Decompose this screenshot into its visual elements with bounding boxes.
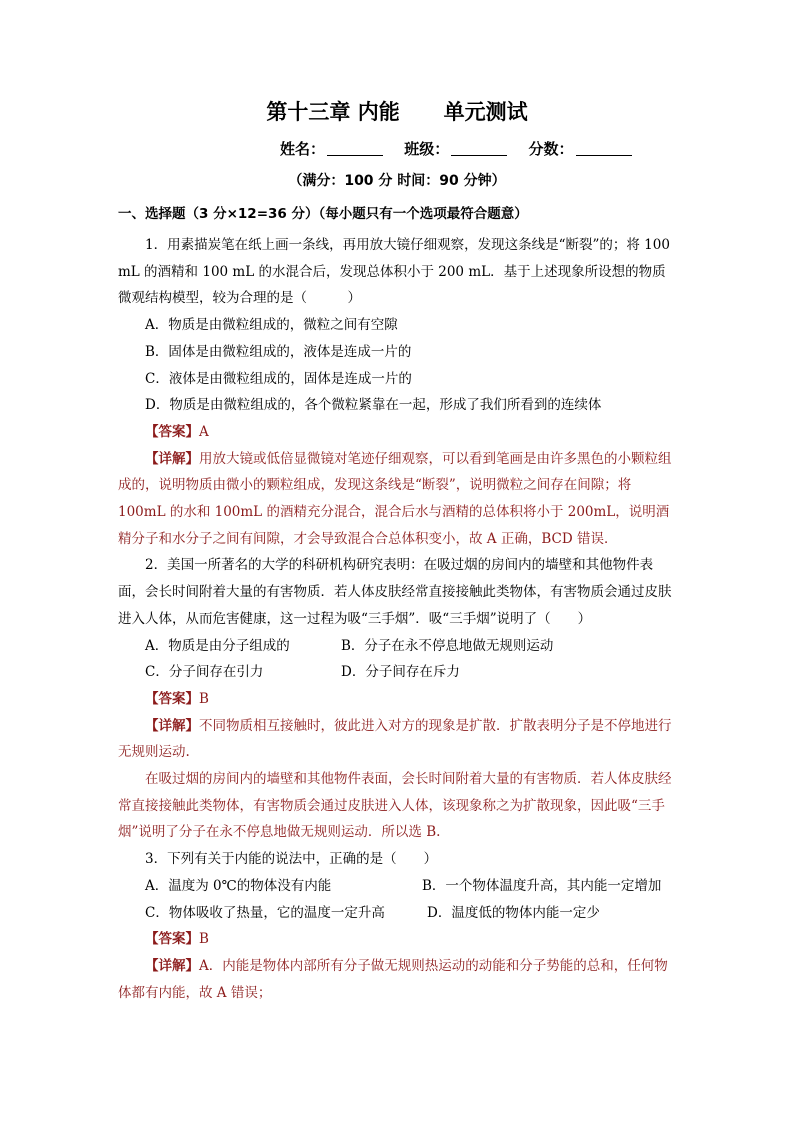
question-1-option-a: A．物质是由微粒组成的，微粒之间有空隙 (145, 317, 398, 334)
questions (118, 232, 678, 1006)
name-label: 姓名： (280, 140, 326, 158)
question-2-explanation (118, 713, 678, 766)
score-field (529, 138, 632, 159)
score-note: （满分：100 分 时间：90 分钟） (288, 173, 506, 189)
question-1-stem: 1．用素描炭笔在纸上画一条线，再用放大镜仔细观察，发现这条线是“断裂”的；将 100 mL 的酒精和 100 mL 的水混合后，发现总体积小于 200 mL．基于上述现象所设想的物质微观结构模型，较为合理的是（ ） (118, 237, 670, 307)
question-3-option-c: C．物体吸收了热量，它的温度一定升高 (145, 904, 385, 921)
class-field (404, 138, 507, 159)
question-2-stem: 2．美国一所著名的大学的科研机构研究表明：在吸过烟的房间内的墙壁和其他物件表面，会长时间附着大量的有害物质．若人体皮肤经常直接接触此类物体，有害物质会通过皮肤进入人体，从而危害健康，这一过程为吸“三手烟”．吸“三手烟”说明了（ ） (118, 557, 672, 627)
question-1-option-b: B．固体是由微粒组成的，液体是连成一片的 (145, 343, 412, 360)
question-1-explanation (118, 446, 678, 553)
explain-tag: 【详解】 (145, 957, 199, 974)
question-3-explanation (118, 953, 678, 1006)
name-blank[interactable] (327, 141, 383, 156)
question-2-option-a: A．物质是由分子组成的 (145, 637, 290, 654)
answer-tag: 【答案】 (145, 931, 199, 948)
explain-tag: 【详解】 (145, 717, 199, 734)
question-3-options-row-1 (145, 873, 678, 900)
section-title: 一、选择题（3 分×12=36 分）（每小题只有一个选项最符合题意） (118, 206, 528, 222)
question-1-option-c: C．液体是由微粒组成的，固体是连成一片的 (145, 370, 412, 387)
name-field (280, 138, 383, 159)
page-title: 第十三章 内能 单元测试 (266, 100, 528, 124)
question-3-answer (145, 926, 678, 953)
question-2-options-row-1 (145, 633, 678, 660)
explain-text: 用放大镜或低倍显微镜对笔迹仔细观察，可以看到笔画是由许多黑色的小颗粒组成的，说明物质由微小的颗粒组成，发现这条线是“断裂”，说明微粒之间存在间隙；将 100mL 的水和 100mL 的酒精充分混合，混合后水与酒精的总体积将小于 200mL，说明酒精分子和水分子之间有间隙，才会导致混合合总体积变小，故 A 正确，BCD 错误． (118, 450, 672, 547)
class-blank[interactable] (451, 141, 507, 156)
question-3-option-a: A．温度为 0℃的物体没有内能 (145, 877, 332, 894)
question-1-option-d: D．物质是由微粒组成的，各个微粒紧靠在一起，形成了我们所看到的连续体 (145, 397, 602, 414)
question-3-stem: 3．下列有关于内能的说法中，正确的是（ ） (145, 851, 438, 868)
question-2-explanation-2: 在吸过烟的房间内的墙壁和其他物件表面，会长时间附着大量的有害物质．若人体皮肤经常直接接触此类物体，有害物质会通过皮肤进入人体，该现象称之为扩散现象，因此吸“三手烟”说明了分子在永不停息地做无规则运动．所以选 B. (118, 771, 672, 841)
answer-value: B (199, 931, 209, 948)
explain-tag: 【详解】 (145, 450, 199, 467)
question-3-options-row-2 (145, 900, 678, 927)
answer-value: B (199, 690, 209, 707)
question-2-option-d: D．分子间存在斥力 (341, 664, 460, 681)
answer-tag: 【答案】 (145, 423, 199, 440)
explain-text: A．内能是物体内部所有分子做无规则热运动的动能和分子势能的总和，任何物体都有内能，故 A 错误； (118, 957, 668, 1001)
explain-text: 不同物质相互接触时，彼此进入对方的现象是扩散．扩散表明分子是不停地进行无规则运动. (118, 717, 672, 761)
question-1-answer (145, 419, 678, 446)
question-2-option-c: C．分子间存在引力 (145, 664, 264, 681)
score-label: 分数： (528, 140, 574, 158)
question-2-answer (145, 686, 678, 713)
question-3-option-d: D．温度低的物体内能一定少 (427, 904, 600, 921)
question-2-option-b: B．分子在永不停息地做无规则运动 (341, 637, 554, 654)
answer-value: A (199, 423, 209, 440)
answer-tag: 【答案】 (145, 690, 199, 707)
student-info (280, 138, 648, 159)
question-3-option-b: B．一个物体温度升高，其内能一定增加 (422, 877, 662, 894)
class-label: 班级： (404, 140, 450, 158)
score-blank[interactable] (576, 141, 632, 156)
question-2-options-row-2 (145, 659, 678, 686)
